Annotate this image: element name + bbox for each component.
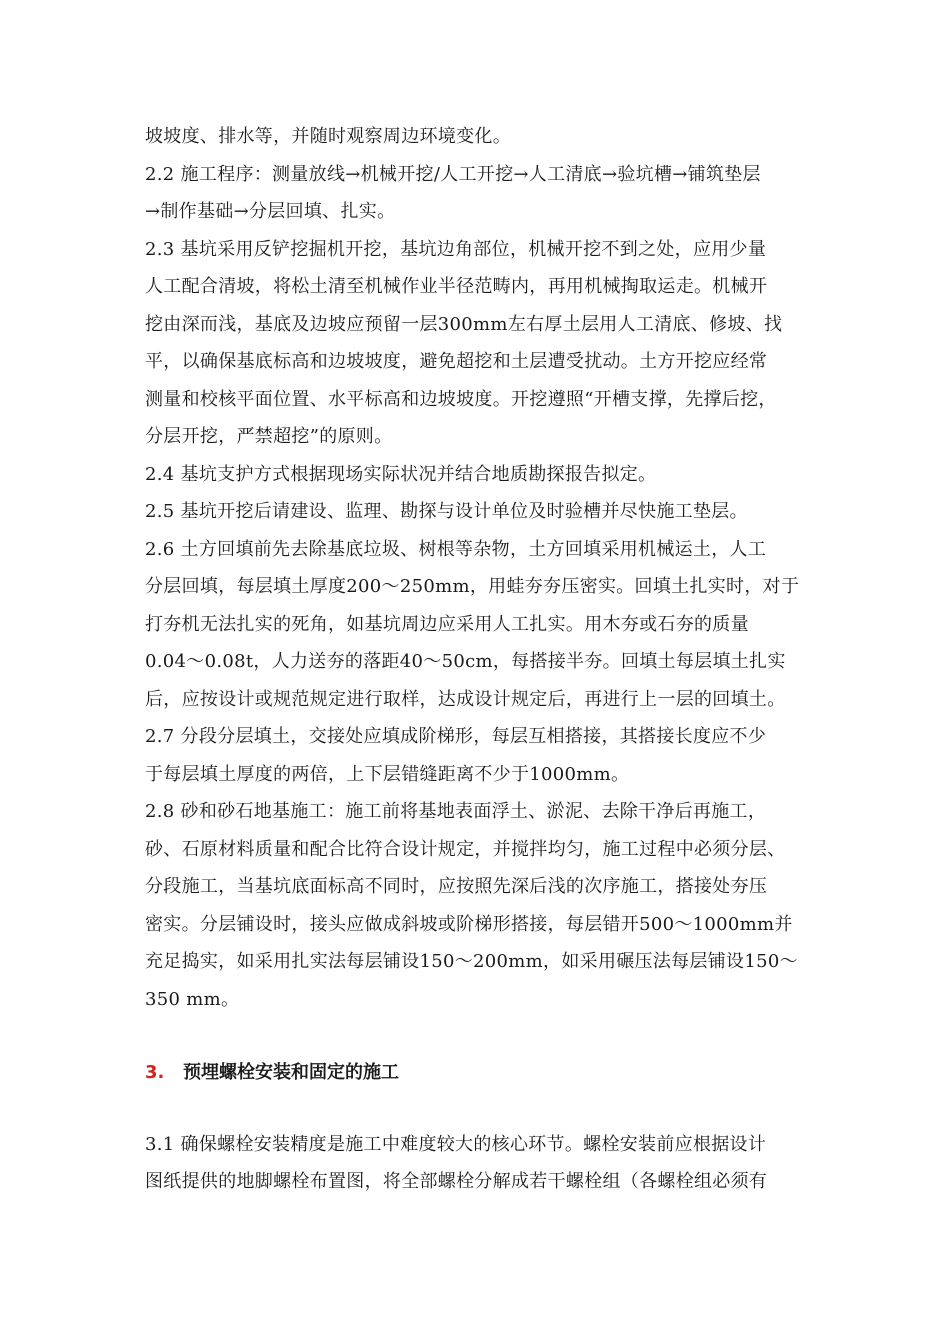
text-line: 3.1 确保螺栓安装精度是施工中难度较大的核心环节。螺栓安装前应根据设计 <box>145 1133 767 1155</box>
text-line: 平，以确保基底标高和边坡坡度，避免超挖和土层遭受扰动。土方开挖应经常 <box>145 351 768 372</box>
section-number: 3. <box>145 1062 165 1083</box>
text-line: 后，应按设计或规范规定进行取样，达成设计规定后，再进行上一层的回填土。 <box>145 688 786 710</box>
text-line: 2.2 施工程序：测量放线→机械开挖/人工开挖→人工清底→验坑槽→铺筑垫层 <box>145 163 761 185</box>
text-line: 图纸提供的地脚螺栓布置图，将全部螺栓分解成若干螺栓组（各螺栓组必须有 <box>145 1171 768 1192</box>
text-line: 2.4 基坑支护方式根据现场实际状况并结合地质勘探报告拟定。 <box>145 463 657 485</box>
text-line: 坡坡度、排水等，并随时观察周边环境变化。 <box>145 126 511 147</box>
text-line: 分层开挖，严禁超挖”的原则。 <box>145 426 393 447</box>
text-line: 测量和校核平面位置、水平标高和边坡坡度。开挖遵照“开槽支撑，先撑后挖， <box>145 388 777 410</box>
text-line: 350 mm。 <box>145 988 240 1010</box>
body-text-section-2 <box>145 118 825 1018</box>
text-line: 充足捣实，如采用扎实法每层铺设150～200mm，如采用碾压法每层铺设150～ <box>145 951 798 972</box>
text-line: →制作基础→分层回填、扎实。 <box>145 201 396 222</box>
text-line: 2.7 分段分层填土，交接处应填成阶梯形，每层互相搭接，其搭接长度应不少 <box>145 726 767 747</box>
section-title: 预埋螺栓安装和固定的施工 <box>183 1062 399 1083</box>
text-line: 砂、石原材料质量和配合比符合设计规定，并搅拌均匀，施工过程中必须分层、 <box>145 838 786 860</box>
text-line: 分段施工，当基坑底面标高不同时，应按照先深后浅的次序施工，搭接处夯压 <box>145 876 768 897</box>
text-line: 于每层填土厚度的两倍，上下层错缝距离不少于1000mm。 <box>145 763 630 785</box>
text-line: 分层回填，每层填土厚度200～250mm，用蛙夯夯压密实。回填土扎实时，对于 <box>145 576 800 597</box>
text-line: 2.8 砂和砂石地基施工：施工前将基地表面浮土、淤泥、去除干净后再施工， <box>145 801 767 822</box>
text-line: 2.6 土方回填前先去除基底垃圾、树根等杂物，土方回填采用机械运土，人工 <box>145 538 767 560</box>
document-page <box>145 118 825 1201</box>
text-line: 0.04～0.08t，人力送夯的落距40～50cm，每搭接半夯。回填土每层填土扎实 <box>145 651 786 672</box>
text-line: 人工配合清坡，将松土清至机械作业半径范畴内，再用机械掏取运走。机械开 <box>145 276 768 297</box>
text-line: 密实。分层铺设时，接头应做成斜坡或阶梯形搭接，每层错开500～1000mm并 <box>145 913 793 935</box>
text-line: 2.3 基坑采用反铲挖掘机开挖，基坑边角部位，机械开挖不到之处，应用少量 <box>145 238 767 260</box>
text-line: 2.5 基坑开挖后请建设、监理、勘探与设计单位及时验槽并尽快施工垫层。 <box>145 501 748 522</box>
text-line: 打夯机无法扎实的死角，如基坑周边应采用人工扎实。用木夯或石夯的质量 <box>145 613 749 635</box>
section-heading <box>145 1054 825 1092</box>
body-text-section-3 <box>145 1126 825 1201</box>
text-line: 挖由深而浅，基底及边坡应预留一层300mm左右厚土层用人工清底、修坡、找 <box>145 313 783 335</box>
